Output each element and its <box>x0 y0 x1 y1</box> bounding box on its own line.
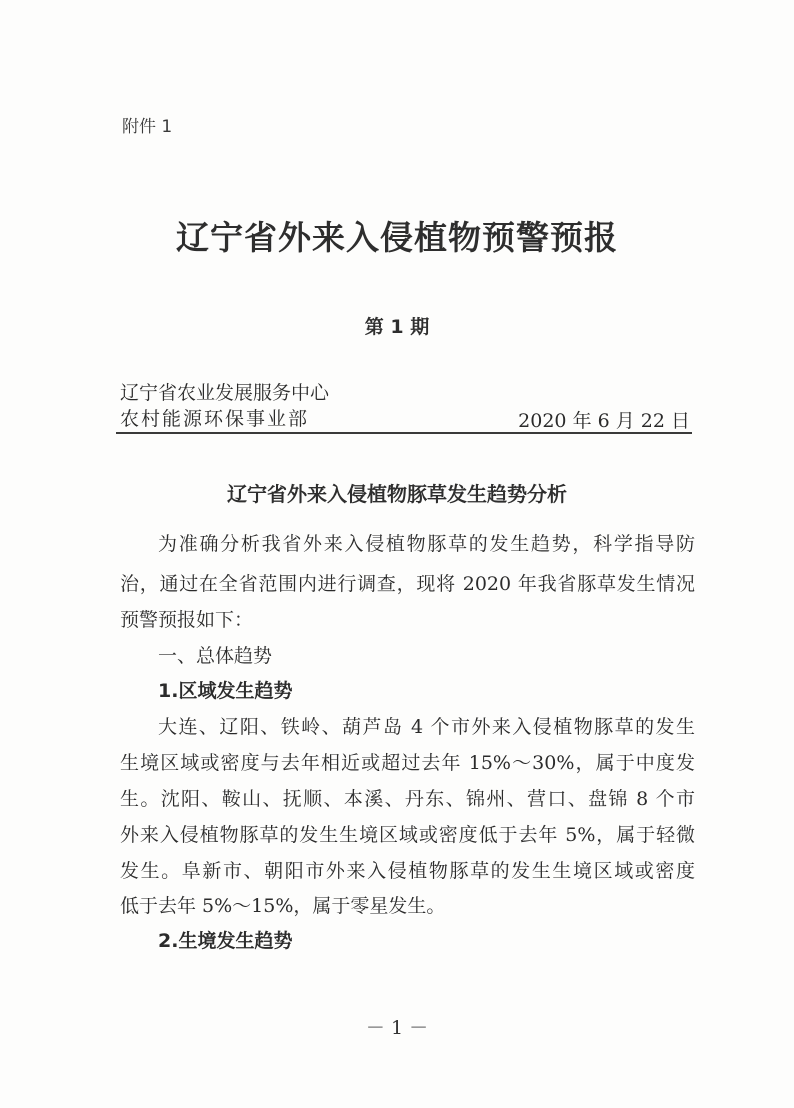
report-subtitle: 辽宁省外来入侵植物豚草发生趋势分析 <box>227 482 567 506</box>
document-title: 辽宁省外来入侵植物预警预报 <box>176 218 618 257</box>
page-number: － 1 － <box>365 1017 429 1039</box>
paragraph-line: 发生。阜新市、朝阳市外来入侵植物豚草的发生生境区域或密度 <box>120 860 695 882</box>
issue-date: 2020 年 6 月 22 日 <box>518 410 690 432</box>
issue-number: 第 1 期 <box>364 316 430 338</box>
intro-line-3: 预警预报如下： <box>120 609 254 631</box>
subsection-heading-habitat: 2.生境发生趋势 <box>158 930 293 952</box>
paragraph-line: 低于去年 5%～15%，属于零星发生。 <box>120 895 446 917</box>
paragraph-line: 生境区域或密度与去年相近或超过去年 15%～30%，属于中度发 <box>120 752 695 774</box>
intro-line-2: 治，通过在全省范围内进行调查，现将 2020 年我省豚草发生情况 <box>120 573 695 595</box>
header-rule <box>116 432 692 434</box>
issuing-organization: 辽宁省农业发展服务中心 <box>120 382 330 404</box>
intro-line-1: 为准确分析我省外来入侵植物豚草的发生趋势，科学指导防 <box>158 533 695 555</box>
attachment-label: 附件 1 <box>122 117 173 137</box>
issuing-department: 农村能源环保事业部 <box>120 408 310 430</box>
paragraph-line: 外来入侵植物豚草的发生生境区域或密度低于去年 5%，属于轻微 <box>120 824 695 846</box>
section-heading-overall-trend: 一、总体趋势 <box>158 645 273 667</box>
subsection-heading-regional: 1.区域发生趋势 <box>158 680 293 702</box>
paragraph-line: 大连、辽阳、铁岭、葫芦岛 4 个市外来入侵植物豚草的发生 <box>158 716 695 738</box>
paragraph-line: 生。沈阳、鞍山、抚顺、本溪、丹东、锦州、营口、盘锦 8 个市 <box>120 788 695 810</box>
